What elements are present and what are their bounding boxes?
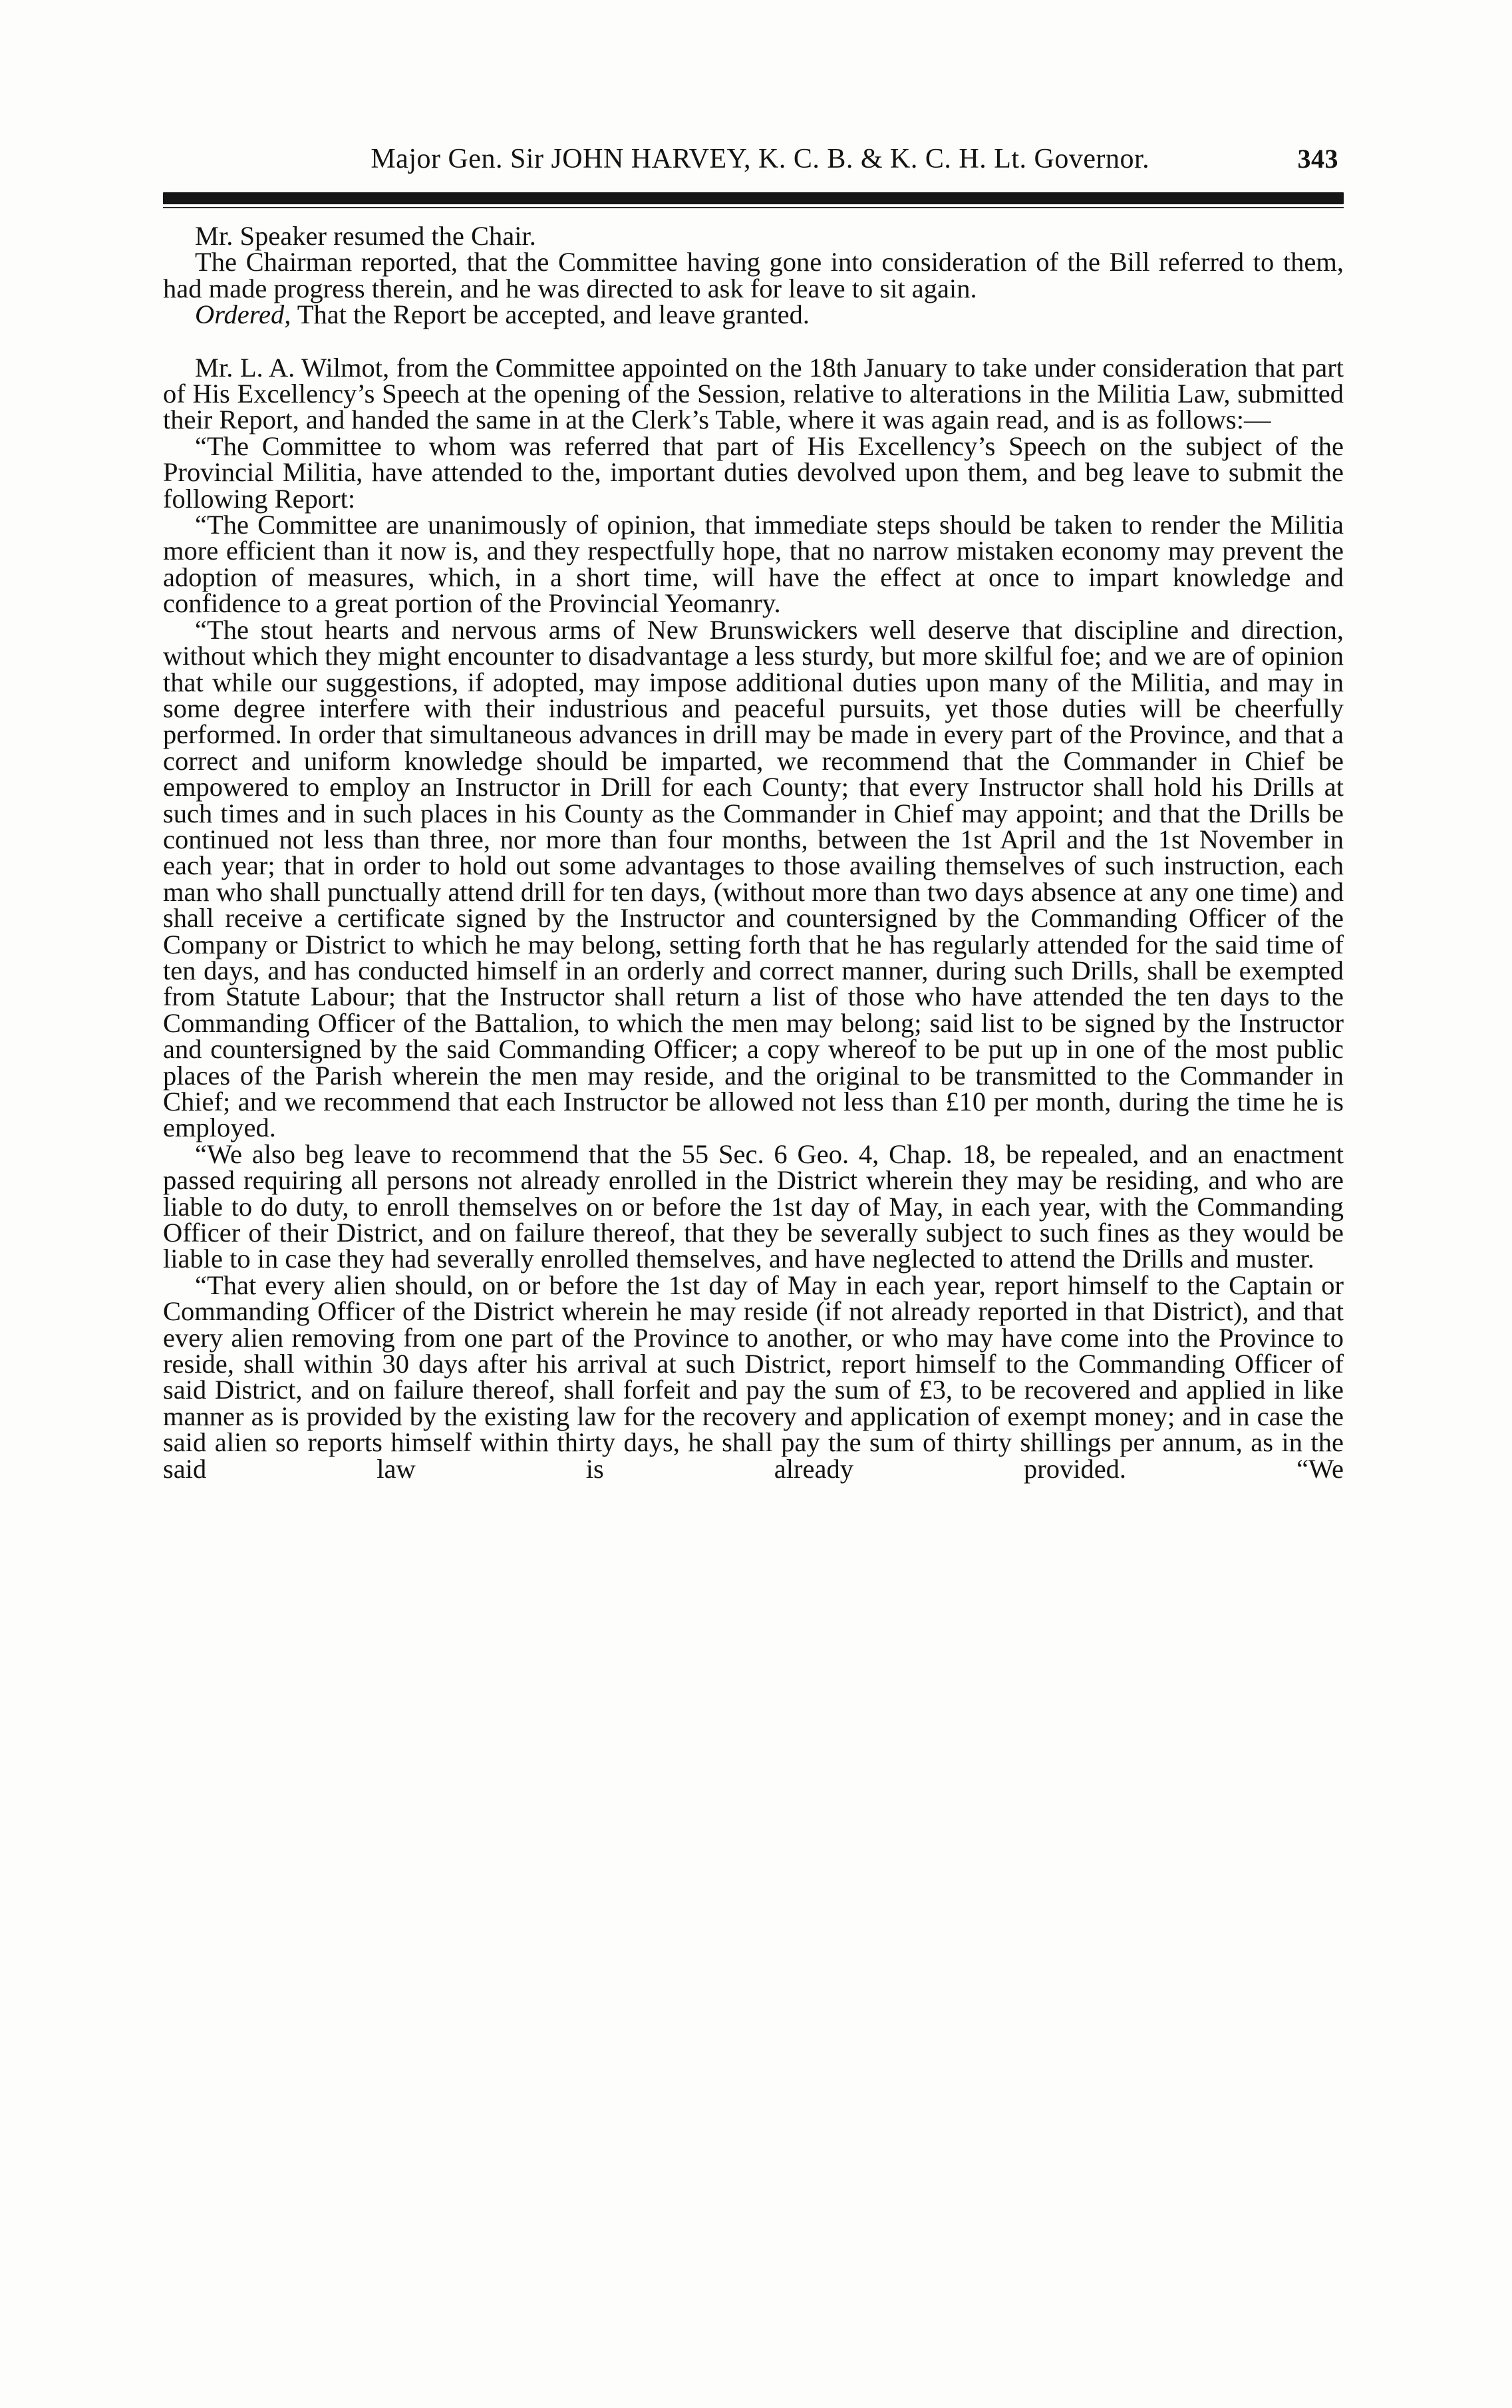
header-rule-thin [163,207,1344,208]
document-page [163,143,1344,1482]
paragraph-speaker-resumed: Mr. Speaker resumed the Chair. [195,221,536,251]
paragraph-wilmot-report: Mr. L. A. Wilmot, from the Committee appointed on the 18th January to take under consideration that part of His Excellency’s Speech at the opening of the Session, relative to alterations in the Militia Law, submitted their Report, and handed the same in at the Clerk’s Table, where it was again read, and is as follows:— [163,352,1344,435]
running-header [163,143,1344,183]
ordered-lead: Ordered, [195,299,291,330]
paragraph-committee-opinion: “The Committee are unanimously of opinion, that immediate steps should be taken to render the Militia more efficient than it now is, and they respectfully hope, that no narrow mistaken economy may prevent the adoption of measures, which, in a short time, will have the effect at once to impart knowledge and confidence to a great portion of the Provincial Yeomanry. [163,510,1344,619]
paragraph-repeal-recommendation: “We also beg leave to recommend that the 55 Sec. 6 Geo. 4, Chap. 18, be repealed, and an enactment passed requiring all persons not already enrolled in the District wherein they may be residing, and who are liable to do duty, to enroll themselves on or before the 1st day of May, in each year, with the Commanding Officer of their District, and on failure thereof, that they be severally subject to such fines as they would be liable to in case they had severally enrolled themselves, and have neglected to attend the Drills and muster. [163,1138,1344,1274]
page-number: 343 [1297,144,1338,174]
paragraph-stout-hearts: “The stout hearts and nervous arms of New Brunswickers well deserve that discipline and direction, without which they might encounter to disadvantage a less sturdy, but more skilful foe; and we are of opinion that while our suggestions, if adopted, may impose additional duties upon many of the Militia, and may in some degree interfere with their industrious and peaceful pursuits, yet those duties will be cheerfully performed. In order that simultaneous advances in drill may be made in every part of the Province, and that a correct and uniform knowledge should be imparted, we recommend that the Commander in Chief be empowered to employ an Instructor in Drill for each County; that every Instructor shall hold his Drills at such times and in such places in his County as the Commander in Chief may appoint; and that the Drills be continued not less than three, nor more than four months, between the 1st April and the 1st November in each year; that in order to hold out some advantages to those availing themselves of such instruction, each man who shall punctually attend drill for ten days, (without more than two days absence at any one time) and shall receive a certificate signed by the Instructor and countersigned by the Commanding Officer of the Company or District to which he may belong, setting forth that he has regularly attended for the said time of ten days, and has conducted himself in an orderly and correct manner, during such Drills, shall be exempted from Statute Labour; that the Instructor shall return a list of those who have attended the ten days to the Commanding Officer of the Battalion, to which the men may belong; said list to be signed by the Instructor and countersigned by the said Commanding Officer; a copy whereof to be put up in one of the most public places of the Parish wherein the men may reside, and the original to be transmitted to the Commander in Chief; and we recommend that each Instructor be allowed not less than £10 per month, during the time he is employed. [163,614,1344,1143]
section-gap [163,328,1344,355]
paragraph-ordered: Ordered, That the Report be accepted, and leave granted. [195,299,810,330]
header-rule-thick [163,192,1344,204]
paragraph-alien-report: “That every alien should, on or before the 1st day of May in each year, report himself to the Captain or Commanding Officer of the District wherein he may reside (if not already reported in that District), and that every alien removing from one part of the Province to another, or who may have come into the Province to reside, shall within 30 days after his arrival at such District, report himself to the Commanding Officer of said District, and on failure thereof, shall forfeit and pay the sum of £3, to be recovered and applied in like manner as is provided by the existing law for the recovery and application of exempt money; and in case the said alien so reports himself within thirty days, he shall pay the sum of thirty shillings per annum, as in the said law is already provided. “We [163,1270,1344,1484]
paragraph-chairman-report: The Chairman reported, that the Committee having gone into consideration of the Bill referred to them, had made progress therein, and he was directed to ask for leave to sit again. [163,247,1344,303]
running-title: Major Gen. Sir JOHN HARVEY, K. C. B. & K. C. H. Lt. Governor. [371,144,1150,174]
paragraph-committee-referred: “The Committee to whom was referred that part of His Excellency’s Speech on the subject of the Provincial Militia, have attended to the, important duties devolved upon them, and beg leave to submit the following Report: [163,430,1344,514]
page-body [163,223,1344,1482]
